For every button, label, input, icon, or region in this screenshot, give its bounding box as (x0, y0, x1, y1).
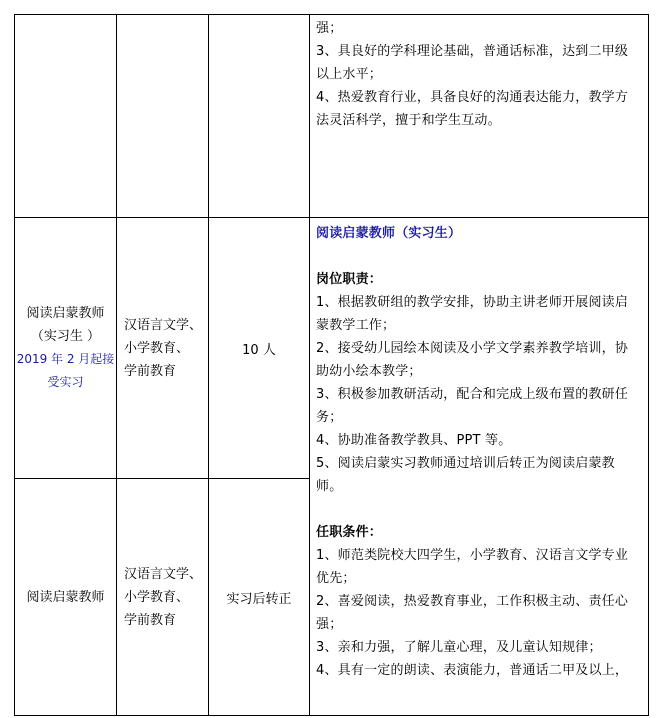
headcount-cell: 10 人 (209, 218, 310, 479)
position-name-cell (15, 218, 117, 479)
duties-heading: 岗位职责： (316, 272, 383, 287)
duty-item: 3、积极参加教研活动，配合和完成上级布置的教研任务； (316, 387, 629, 425)
major-item: 汉语言文学、 (124, 317, 203, 333)
duty-item: 4、协助准备教学教具、PPT 等。 (316, 433, 512, 448)
position-name-suffix: （实习生 ） (30, 329, 101, 344)
requirement-item: 3、亲和力强，了解儿童心理，及儿童认知规律； (316, 640, 602, 655)
duty-item: 2、接受幼儿园绘本阅读及小学文学素养教学培训，协助幼小绘本教学； (316, 341, 629, 379)
major-item: 小学教育、 (124, 340, 190, 356)
requirement-item: 2、喜爱阅读，热爱教育事业，工作积极主动、责任心强； (316, 594, 629, 632)
cell-empty-majors (117, 15, 209, 218)
position-name-cell (15, 479, 117, 716)
cell-empty-count (209, 15, 310, 218)
job-table (14, 14, 649, 716)
continuation-line: 强； (316, 21, 343, 36)
job-description-cell (310, 218, 649, 716)
continuation-line: 3、具良好的学科理论基础，普通话标准，达到二甲级以上水平； (316, 44, 629, 82)
majors-cell (117, 218, 209, 479)
position-name: 阅读启蒙教师 (26, 306, 105, 321)
job-title: 阅读启蒙教师（实习生） (316, 226, 462, 241)
majors-cell (117, 479, 209, 716)
requirement-item: 1、师范类院校大四学生，小学教育、汉语言文学专业优先； (316, 548, 629, 586)
continuation-description (310, 15, 649, 218)
requirements-heading: 任职条件： (316, 525, 383, 540)
position-name: 阅读启蒙教师 (26, 589, 105, 605)
major-item: 小学教育、 (124, 589, 190, 605)
continuation-line: 4、热爱教育行业，具备良好的沟通表达能力，教学方法灵活科学，擅于和学生互动。 (316, 90, 629, 128)
major-item: 汉语言文学、 (124, 566, 203, 582)
major-item: 学前教育 (124, 363, 177, 379)
duty-item: 5、阅读启蒙实习教师通过培训后转正为阅读启蒙教师。 (316, 456, 615, 494)
duty-item: 1、根据教研组的教学安排，协助主讲老师开展阅读启蒙教学工作； (316, 295, 629, 333)
major-item: 学前教育 (124, 612, 177, 628)
table-row-continuation (15, 15, 649, 218)
headcount-cell: 实习后转正 (209, 479, 310, 716)
table-row-intern (15, 218, 649, 479)
requirement-item: 4、具有一定的朗读、表演能力，普通话二甲及以上， (316, 663, 629, 678)
start-date-note: 2019 年 2 月起接受实习 (16, 352, 115, 389)
cell-empty-position (15, 15, 117, 218)
